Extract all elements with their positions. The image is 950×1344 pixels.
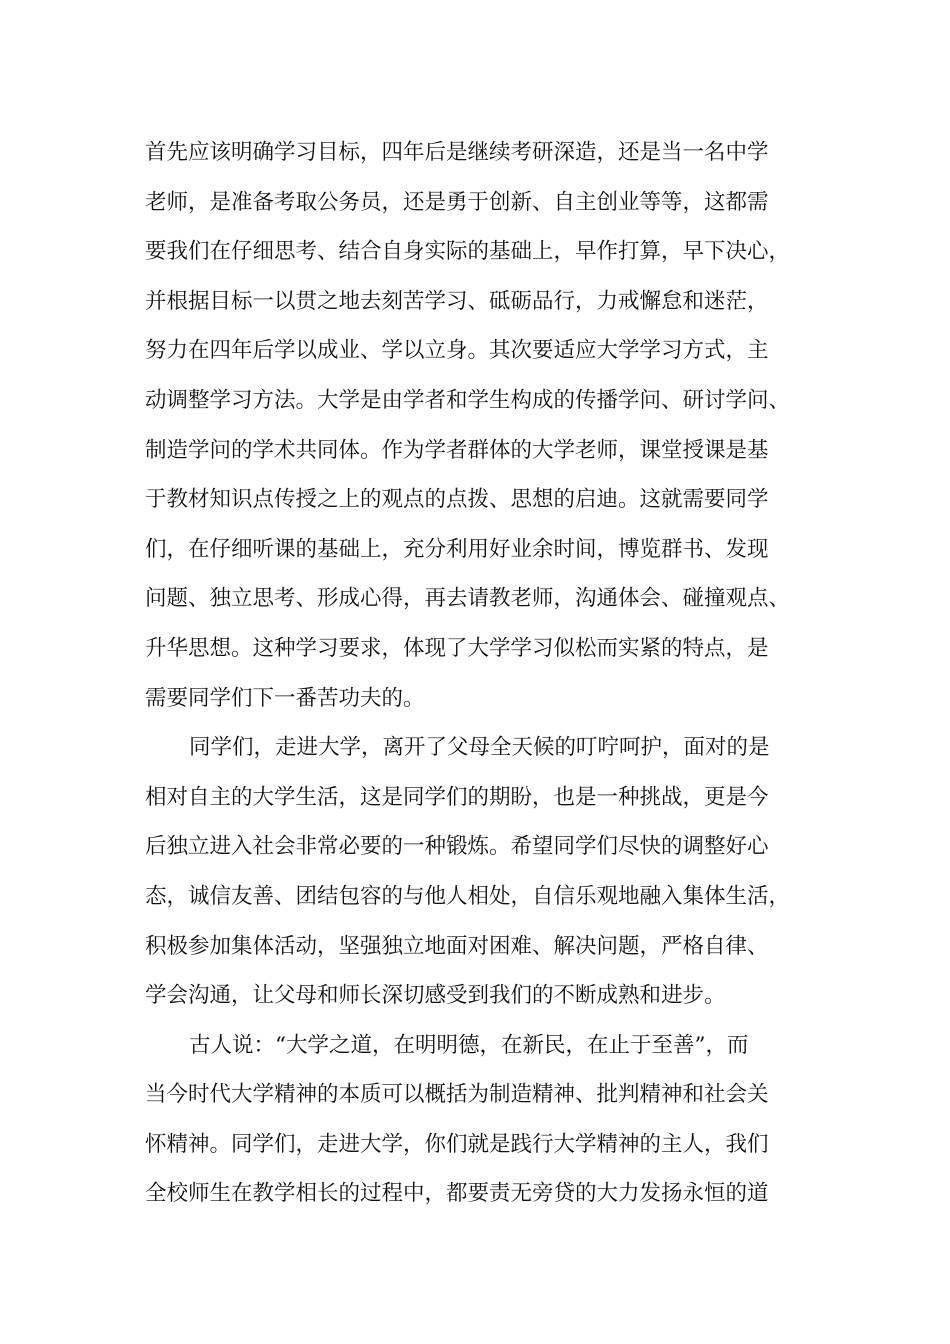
document-body <box>145 128 825 1219</box>
text-line: 并根据目标一以贯之地去刻苦学习、砥砺品行，力戒懈怠和迷茫， <box>145 288 769 314</box>
text-line: 态，诚信友善、团结包容的与他人相处，自信乐观地融入集体生活， <box>145 883 791 909</box>
text-line: 们，在仔细听课的基础上，充分利用好业余时间，博览群书、发现 <box>145 536 769 562</box>
text-line: 当今时代大学精神的本质可以概括为制造精神、批判精神和社会关 <box>145 1082 769 1108</box>
text-line: 问题、独立思考、形成心得，再去请教老师，沟通体会、碰撞观点、 <box>145 586 791 612</box>
text-line: 全校师生在教学相长的过程中，都要责无旁贷的大力发扬永恒的道 <box>145 1181 769 1207</box>
text-line: 后独立进入社会非常必要的一种锻炼。希望同学们尽快的调整好心 <box>145 834 769 860</box>
text-line: 怀精神。同学们，走进大学，你们就是践行大学精神的主人，我们 <box>145 1131 769 1157</box>
paragraph-first-line: 同学们，走进大学，离开了父母全天候的叮咛呵护，面对的是 <box>189 735 770 761</box>
text-line: 升华思想。这种学习要求，体现了大学学习似松而实紧的特点，是 <box>145 635 769 661</box>
text-line: 老师，是准备考取公务员，还是勇于创新、自主创业等等，这都需 <box>145 189 769 215</box>
text-line: 积极参加集体活动，坚强独立地面对困难、解决问题，严格自律、 <box>145 933 769 959</box>
text-line: 制造学问的学术共同体。作为学者群体的大学老师，课堂授课是基 <box>145 437 769 463</box>
text-line: 要我们在仔细思考、结合自身实际的基础上，早作打算，早下决心， <box>145 239 791 265</box>
paragraph-first-line: 古人说：“大学之道，在明明德，在新民，在止于至善”，而 <box>189 1032 749 1058</box>
text-line: 首先应该明确学习目标，四年后是继续考研深造，还是当一名中学 <box>145 140 769 165</box>
text-line: 学会沟通，让父母和师长深切感受到我们的不断成熟和进步。 <box>145 983 726 1009</box>
text-line: 需要同学们下一番苦功夫的。 <box>145 685 425 711</box>
text-line: 相对自主的大学生活，这是同学们的期盼，也是一种挑战，更是今 <box>145 784 769 810</box>
text-line: 于教材知识点传授之上的观点的点拨、思想的启迪。这就需要同学 <box>145 487 769 513</box>
text-line: 动调整学习方法。大学是由学者和学生构成的传播学问、研讨学问、 <box>145 387 791 413</box>
text-line: 努力在四年后学以成业、学以立身。其次要适应大学学习方式，主 <box>145 338 769 364</box>
